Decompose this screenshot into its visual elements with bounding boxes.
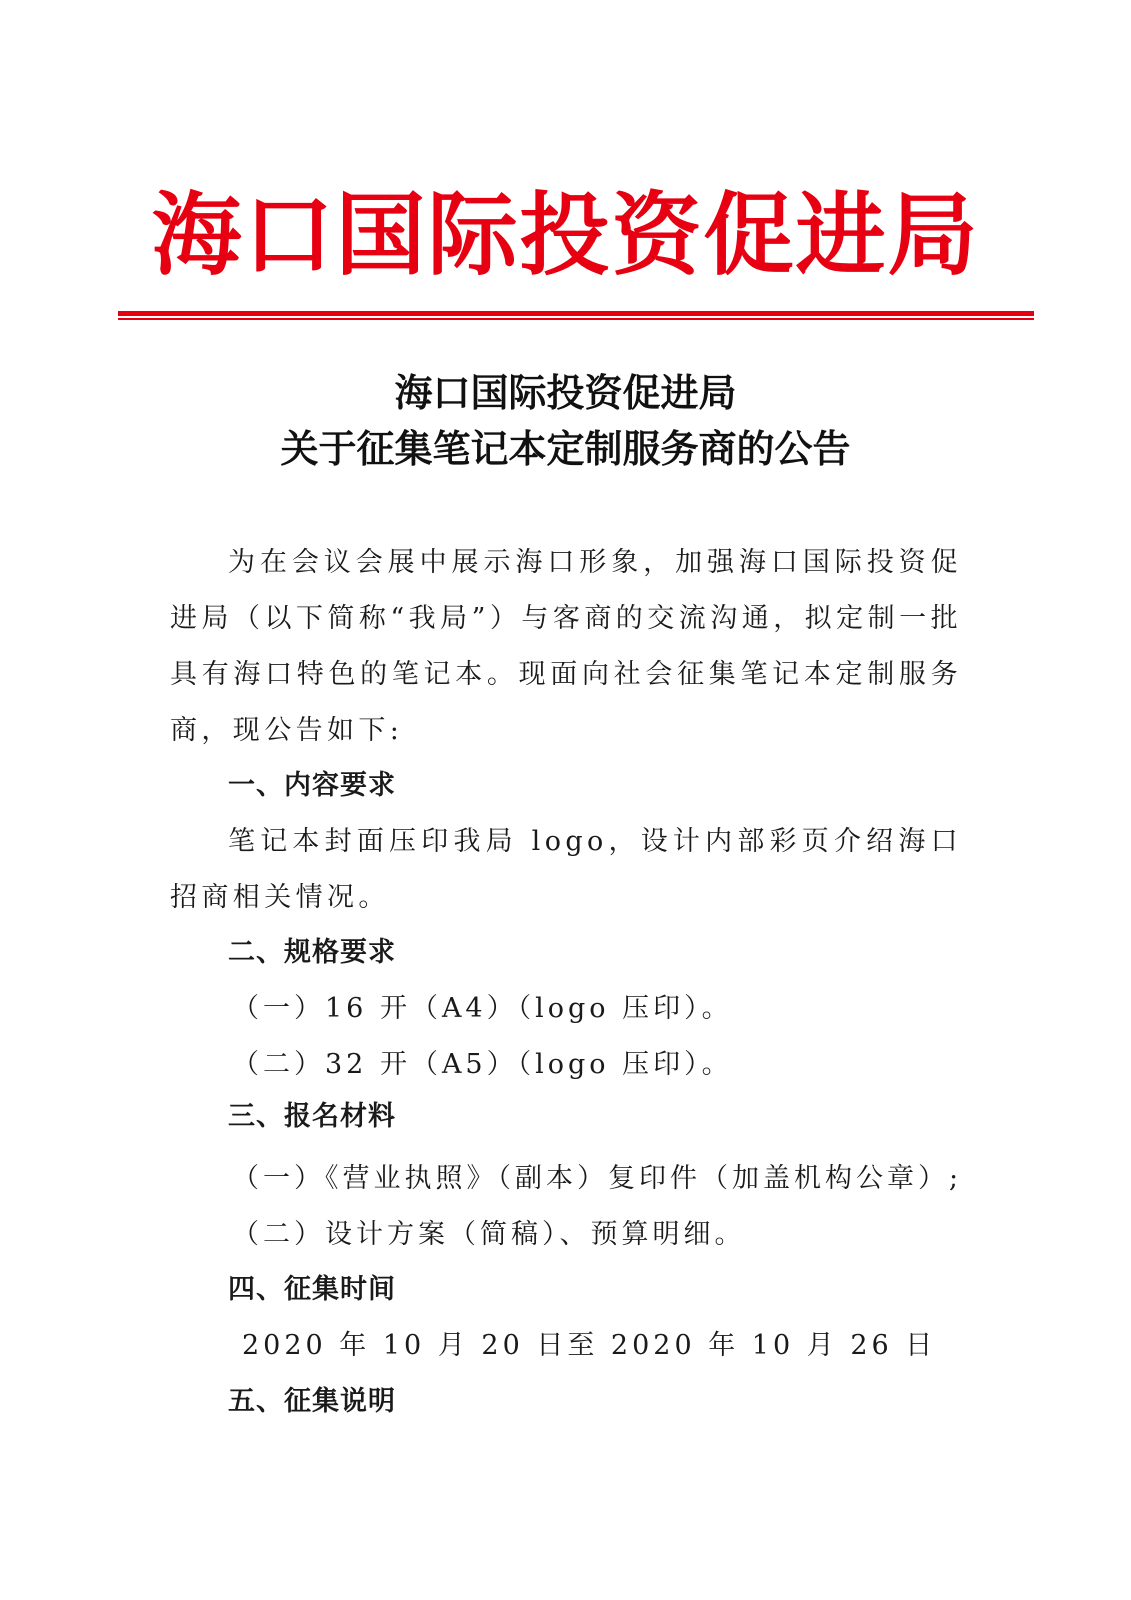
section-heading-content: 一、内容要求 <box>228 770 396 801</box>
notice-title-line2: 关于征集笔记本定制服务商的公告 <box>280 426 851 471</box>
notice-title-line1: 海口国际投资促进局 <box>394 370 737 415</box>
intro-paragraph: 为在会议会展中展示海口形象，加强海口国际投资促进局（以下简称“我局”）与客商的交流沟通，拟定制一批具有海口特色的笔记本。现面向社会征集笔记本定制服务商，现公告如下: <box>170 547 962 746</box>
masthead-rule-thick <box>118 311 1034 316</box>
masthead-org-name: 海口国际投资促进局 <box>151 182 980 288</box>
materials-item-license: （一）《营业执照》（副本）复印件（加盖机构公章）; <box>232 1163 963 1194</box>
masthead-rule-thin <box>118 318 1034 320</box>
section-heading-spec: 二、规格要求 <box>228 937 396 968</box>
section-content-text: 笔记本封面压印我局 logo，设计内部彩页介绍海口招商相关情况。 <box>170 826 962 913</box>
spec-item-a4: （一）16 开（A4）（logo 压印）。 <box>232 993 733 1024</box>
spec-item-a5: （二）32 开（A5）（logo 压印）。 <box>232 1049 733 1080</box>
section-heading-time: 四、征集时间 <box>228 1274 396 1305</box>
section-heading-materials: 三、报名材料 <box>228 1101 396 1132</box>
time-range-text: 2020 年 10 月 20 日至 2020 年 10 月 26 日 <box>242 1330 937 1361</box>
materials-item-design: （二）设计方案（简稿）、预算明细。 <box>232 1219 746 1250</box>
section-heading-notes: 五、征集说明 <box>228 1386 396 1417</box>
